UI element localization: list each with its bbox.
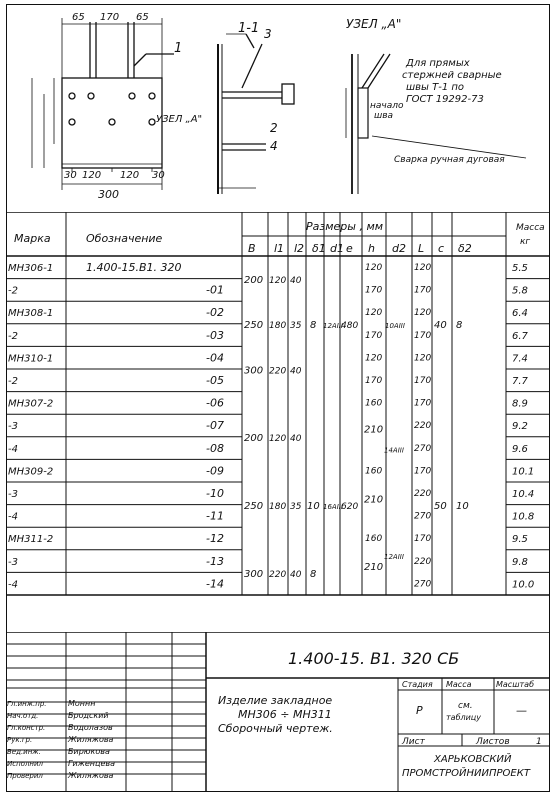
- row-mass-8: 9.6: [512, 443, 528, 455]
- weld-note-1: Для прямых: [406, 58, 470, 69]
- row-L-3: 170: [414, 330, 432, 341]
- row-L-2: 120: [414, 308, 432, 319]
- row-d1-2: 8: [310, 320, 317, 332]
- row-h-0: 120: [365, 263, 383, 273]
- row-mass-10: 10.4: [512, 489, 535, 500]
- row-mass-2: 6.4: [512, 308, 528, 320]
- role-name-1: Бродский: [68, 711, 109, 720]
- plate-front-view: [62, 78, 162, 168]
- org-1: ХАРЬКОВСКИЙ: [434, 754, 512, 765]
- doc-name-3: Сборочный чертеж.: [218, 722, 333, 735]
- row-h-9: 160: [365, 466, 383, 477]
- scale-value: —: [516, 704, 527, 717]
- row-mark-9: МН309-2: [8, 466, 54, 478]
- row-B-2: 250: [244, 320, 264, 332]
- row-h-5: 170: [365, 376, 383, 386]
- callout-4: 4: [270, 139, 278, 153]
- row-mark-8: -4: [8, 443, 18, 455]
- scale-label: Масштаб: [496, 680, 535, 689]
- role-1: Нач.отд.: [7, 712, 39, 720]
- row-L-11: 270: [414, 511, 432, 522]
- row-designation-6: -06: [206, 396, 224, 410]
- row-mark-14: -4: [8, 579, 18, 591]
- row-h-4: 120: [365, 353, 383, 364]
- row-l1-10: 180: [269, 502, 287, 512]
- row-designation-1: -01: [206, 283, 224, 297]
- stage-label: Стадия: [402, 680, 433, 689]
- doc-code: 1.400-15. В1. 320 СБ: [288, 649, 460, 668]
- header-col-6: h: [368, 242, 375, 255]
- weld-note-3: швы Т-1 по: [406, 82, 465, 93]
- row-l2-7: 40: [290, 434, 302, 445]
- role-0: Гл.инж.пр.: [7, 700, 47, 708]
- sheets-label: Листов: [476, 737, 510, 747]
- role-name-2: Водолазов: [68, 723, 113, 732]
- row-L-12: 170: [414, 534, 432, 545]
- dim-bottom-1: 30: [64, 170, 77, 181]
- weld-note-2: стержней сварные: [402, 70, 502, 81]
- row-mass-12: 9.5: [512, 534, 528, 546]
- row-mark-3: -2: [8, 330, 18, 342]
- row-l1-7: 120: [269, 434, 287, 445]
- doc-name-1: Изделие закладное: [218, 694, 333, 707]
- row-h-3: 170: [365, 330, 383, 341]
- row-mass-14: 10.0: [512, 579, 535, 591]
- row-L-13: 220: [414, 556, 432, 567]
- row-designation-8: -08: [206, 441, 224, 455]
- row-l2-10: 35: [290, 502, 302, 512]
- dim-bottom-4: 30: [152, 170, 165, 181]
- row-l2-4: 40: [290, 366, 302, 377]
- role-name-5: Гиженцева: [68, 759, 115, 768]
- row-designation-13: -13: [206, 554, 224, 568]
- assembly-drawing: [6, 4, 550, 214]
- row-mass-4: 7.4: [512, 353, 528, 365]
- row-mark-2: МН308-1: [8, 308, 54, 320]
- row-L-14: 270: [414, 579, 432, 590]
- row-l1-4: 220: [269, 366, 287, 377]
- row-h-6: 160: [365, 398, 383, 409]
- row-designation-4: -04: [206, 351, 224, 365]
- row-mark-10: -3: [8, 489, 18, 500]
- row-L-1: 170: [414, 285, 432, 296]
- row-L-10: 220: [414, 489, 432, 499]
- mass-value-1: см.: [458, 701, 473, 711]
- dim-top-3: 65: [136, 12, 149, 23]
- row-mass-11: 10.8: [512, 511, 535, 523]
- header-mass: Масса: [516, 223, 545, 233]
- sheet-label: Лист: [402, 737, 425, 747]
- row-designation-10: -10: [206, 487, 224, 500]
- header-col-1: l1: [274, 242, 285, 255]
- sizes-table: [6, 212, 550, 632]
- merged-d1-10: 10: [307, 501, 320, 513]
- header-designation: Обозначение: [86, 232, 163, 245]
- row-L-4: 120: [414, 353, 432, 364]
- header-col-9: c: [438, 242, 445, 255]
- header-sizes: Размеры , мм: [306, 220, 384, 233]
- row-l1-0: 120: [269, 276, 287, 286]
- dim-total: 300: [98, 188, 119, 201]
- role-5: Исполнил: [7, 760, 44, 768]
- row-h-12: 160: [365, 534, 383, 545]
- doc-name-2: МН306 ÷ МН311: [238, 708, 332, 721]
- callout-1: 1: [174, 41, 183, 56]
- row-c-2: 40: [434, 320, 447, 332]
- row-designation-2: -02: [206, 306, 224, 320]
- row-mark-0: МН306-1: [8, 263, 54, 274]
- row-L-0: 120: [414, 263, 432, 273]
- merged-h-210b: 210: [364, 494, 384, 506]
- weld-start-2: шва: [374, 111, 394, 121]
- row-c-10: 50: [434, 501, 447, 512]
- row-d22-10: 10: [456, 501, 469, 512]
- row-mark-6: МН307-2: [8, 398, 54, 410]
- row-B-4: 300: [244, 365, 264, 377]
- row-l1-2: 180: [269, 321, 287, 332]
- header-col-3: δ1: [312, 242, 326, 255]
- node-ref-left: УЗЕЛ „А": [156, 114, 203, 125]
- row-B-13: 300: [244, 568, 264, 580]
- row-mass-13: 9.8: [512, 556, 528, 568]
- row-d1-13: 8: [310, 568, 317, 580]
- row-L-5: 170: [414, 376, 432, 386]
- row-L-8: 270: [414, 443, 432, 454]
- dim-top-2: 170: [100, 12, 120, 23]
- weld-note-4: ГОСТ 19292-73: [406, 94, 484, 105]
- row-designation-5: -05: [206, 374, 224, 387]
- row-mark-5: -2: [8, 376, 18, 387]
- org-2: ПРОМСТРОЙНИИПРОЕКТ: [402, 768, 530, 779]
- role-4: Вед.инж.: [7, 748, 41, 756]
- role-name-0: Моннн: [68, 699, 96, 708]
- header-mark: Марка: [14, 232, 51, 245]
- row-d2-2: 10АIII: [385, 322, 405, 331]
- row-mark-4: МН310-1: [8, 353, 54, 365]
- node-title: УЗЕЛ „А": [346, 17, 402, 31]
- row-mark-1: -2: [8, 285, 18, 297]
- role-name-4: Бирюкова: [68, 747, 110, 756]
- row-mass-1: 5.8: [512, 285, 528, 297]
- dim-bottom-3: 120: [120, 170, 140, 181]
- role-2: Гл.констр.: [7, 724, 46, 732]
- row-e-10: 620: [341, 502, 359, 512]
- row-l2-2: 35: [290, 321, 302, 332]
- role-6: Проверил: [7, 772, 43, 780]
- row-mass-9: 10.1: [512, 466, 535, 478]
- row-L-7: 220: [414, 421, 432, 432]
- row-h-1: 170: [365, 285, 383, 296]
- row-mass-0: 5.5: [512, 263, 528, 274]
- role-3: Рук.гр.: [7, 736, 33, 744]
- header-col-4: d1: [330, 242, 344, 255]
- header-col-0: B: [248, 242, 256, 255]
- stage-value: Р: [416, 704, 423, 717]
- row-designation-0: 1.400-15.В1. 320: [86, 261, 182, 274]
- row-B-10: 250: [244, 501, 264, 512]
- callout-3: 3: [264, 27, 272, 41]
- row-designation-3: -03: [206, 328, 224, 342]
- header-col-5: e: [346, 242, 353, 255]
- row-L-6: 170: [414, 398, 432, 409]
- section-title: 1-1: [238, 21, 260, 36]
- merged-d2-14: 14АIII: [384, 446, 404, 455]
- header-mass-unit: кг: [520, 237, 531, 247]
- weld-start-1: начало: [370, 101, 404, 111]
- row-B-0: 200: [244, 275, 264, 286]
- header-col-8: L: [418, 242, 425, 255]
- sheets-value: 1: [536, 737, 542, 747]
- row-d22-2: 8: [456, 320, 463, 332]
- merged-h-210c: 210: [364, 562, 384, 574]
- row-h-2: 120: [365, 308, 383, 319]
- row-designation-7: -07: [206, 419, 224, 433]
- row-mark-13: -3: [8, 556, 18, 568]
- row-designation-12: -12: [206, 532, 224, 546]
- merged-h-210a: 210: [364, 424, 384, 436]
- row-l2-0: 40: [290, 276, 302, 286]
- mass-label: Масса: [446, 680, 472, 689]
- row-e-2: 480: [341, 321, 359, 332]
- row-l2-13: 40: [290, 569, 302, 580]
- row-dd-2: 12АIII: [323, 322, 343, 331]
- weld-type: Сварка ручная дуговая: [394, 155, 505, 165]
- role-name-3: Жиляжова: [68, 735, 114, 744]
- header-col-10: δ2: [458, 242, 472, 255]
- row-mark-7: -3: [8, 421, 18, 433]
- row-mass-6: 8.9: [512, 398, 528, 410]
- row-mark-12: МН311-2: [8, 534, 54, 546]
- merged-d2-12: 12АIII: [384, 552, 404, 561]
- row-designation-14: -14: [206, 577, 224, 591]
- row-mass-3: 6.7: [512, 330, 528, 342]
- row-dd-10: 16АIII: [323, 503, 343, 511]
- row-L-9: 170: [414, 466, 432, 477]
- row-mass-7: 9.2: [512, 421, 528, 433]
- row-l1-13: 220: [269, 569, 287, 580]
- title-block: [6, 632, 550, 792]
- row-B-7: 200: [244, 433, 264, 445]
- row-mark-11: -4: [8, 511, 18, 523]
- row-designation-9: -09: [206, 464, 224, 478]
- role-name-6: Жиляжова: [68, 771, 114, 780]
- header-col-7: d2: [392, 242, 406, 255]
- dim-bottom-2: 120: [82, 170, 102, 181]
- row-designation-11: -11: [206, 509, 224, 523]
- dim-top-1: 65: [72, 12, 85, 23]
- header-col-2: l2: [294, 242, 305, 255]
- callout-2: 2: [270, 121, 278, 135]
- row-mass-5: 7.7: [512, 376, 528, 387]
- mass-value-2: таблицу: [446, 713, 481, 722]
